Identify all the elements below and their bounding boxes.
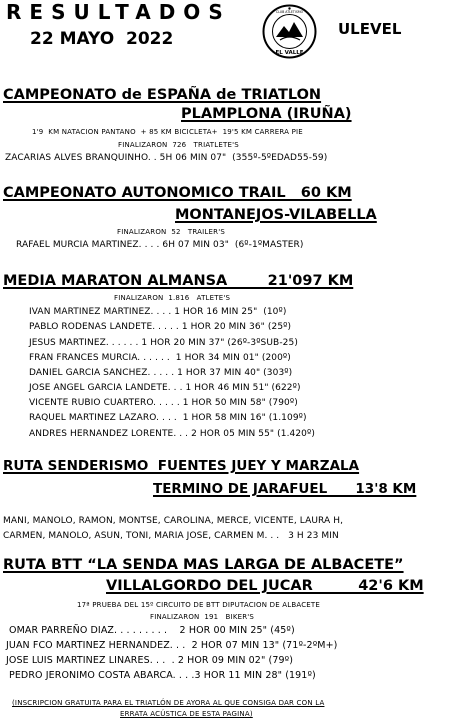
result-row-maraton-5: DANIEL GARCIA SANCHEZ. . . . . 1 HOR 37 MIN 40" (303º) [29, 368, 293, 378]
result-row-maraton-4: FRAN FRANCES MURCIA. . . . . . 1 HOR 34 MIN 01" (200º) [29, 353, 291, 363]
finishers-trail: FINALIZARON 52 TRAILER'S [117, 228, 225, 236]
result-row-btt-4: PEDRO JERONIMO COSTA ABARCA. . . .3 HOR 11 MIN 28" (191º) [9, 670, 316, 681]
footer-note-2: ERRATA ACÚSTICA DE ESTA PAGINA) [120, 710, 253, 718]
event-date: 22 MAYO 2022 [30, 29, 174, 49]
sponsor-logo: ULEVEL [338, 20, 402, 38]
finishers-maraton: FINALIZARON 1.816 ATLETE'S [114, 294, 231, 302]
section-place-trail: MONTANEJOS-VILABELLA [175, 207, 377, 223]
section-title-btt: RUTA BTT “LA SENDA MAS LARGA DE ALBACETE” [3, 557, 404, 573]
result-row-maraton-1: IVAN MARTINEZ MARTINEZ. . . . 1 HOR 16 MIN 25" (10º) [29, 307, 287, 317]
result-row-maraton-7: VICENTE RUBIO CUARTERO. . . . . 1 HOR 50 MIN 58" (790º) [29, 398, 298, 408]
result-row-btt-3: JOSE LUIS MARTINEZ LINARES. . . . 2 HOR 09 MIN 02" (79º) [6, 655, 294, 666]
result-row-maraton-9: ANDRES HERNANDEZ LORENTE. . . 2 HOR 05 MIN 55" (1.420º) [29, 429, 315, 439]
footer-note-1: (INSCRIPCION GRATUITA PARA EL TRIATLÓN DE AYORA AL QUE CONSIGA DAR CON LA [12, 699, 325, 707]
result-row-btt-2: JUAN FCO MARTINEZ HERNANDEZ. . . 2 HOR 07 MIN 13" (71º-2ºM+) [6, 640, 338, 651]
finishers-triatlon: FINALIZARON 726 TRIATLETE'S [118, 141, 239, 149]
section-place-senderismo: TERMINO DE JARAFUEL 13'8 KM [153, 481, 417, 497]
section-title-maraton: MEDIA MARATON ALMANSA 21'097 KM [3, 273, 354, 289]
section-detail-triatlon: 1'9 KM NATACION PANTANO + 85 KM BICICLETA+ 19'5 KM CARRERA PIE [32, 128, 303, 136]
result-row-trail: RAFAEL MURCIA MARTINEZ. . . . 6H 07 MIN 03" (6º-1ºMASTER) [16, 240, 304, 250]
result-row-maraton-3: JESUS MARTINEZ. . . . . . 1 HOR 20 MIN 37" (26º-3ºSUB-25) [29, 338, 298, 348]
club-logo [262, 4, 317, 59]
participants-line-1: MANI, MANOLO, RAMON, MONTSE, CAROLINA, MERCE, VICENTE, LAURA H, [3, 516, 344, 526]
finishers-btt: FINALIZARON 191 BIKER'S [150, 613, 255, 621]
result-row-maraton-8: RAQUEL MARTINEZ LAZARO. . . . 1 HOR 58 MIN 16" (1.109º) [29, 413, 307, 423]
result-row-triatlon: ZACARIAS ALVES BRANQUINHO. . 5H 06 MIN 07" (355º-5ºEDAD55-59) [5, 153, 328, 163]
svg-text:EL VALLE: EL VALLE [275, 50, 304, 56]
participants-line-2: CARMEN, MANOLO, ASUN, TONI, MARIA JOSE, CARMEN M. . . 3 H 23 MIN [3, 531, 339, 541]
result-row-maraton-6: JOSE ANGEL GARCIA LANDETE. . . 1 HOR 46 MIN 51" (622º) [29, 383, 301, 393]
section-title-senderismo: RUTA SENDERISMO FUENTES JUEY Y MARZALA [3, 458, 360, 474]
result-row-btt-1: OMAR PARREÑO DIAZ. . . . . . . . . 2 HOR 00 MIN 25" (45º) [9, 625, 295, 636]
page-title: RESULTADOS [6, 0, 231, 24]
svg-text:CLUB ATLETISMO: CLUB ATLETISMO [275, 10, 304, 14]
section-title-triatlon: CAMPEONATO de ESPAÑA de TRIATLON [3, 87, 322, 103]
section-place-triatlon: PLAMPLONA (IRUÑA) [181, 106, 352, 122]
section-note-btt: 17ª PRUEBA DEL 15º CIRCUITO DE BTT DIPUTACION DE ALBACETE [77, 601, 321, 609]
result-row-maraton-2: PABLO RODENAS LANDETE. . . . . 1 HOR 20 MIN 36" (25º) [29, 322, 292, 332]
section-place-btt: VILLALGORDO DEL JUCAR 42'6 KM [106, 578, 424, 594]
section-title-trail: CAMPEONATO AUTONOMICO TRAIL 60 KM [3, 185, 352, 201]
